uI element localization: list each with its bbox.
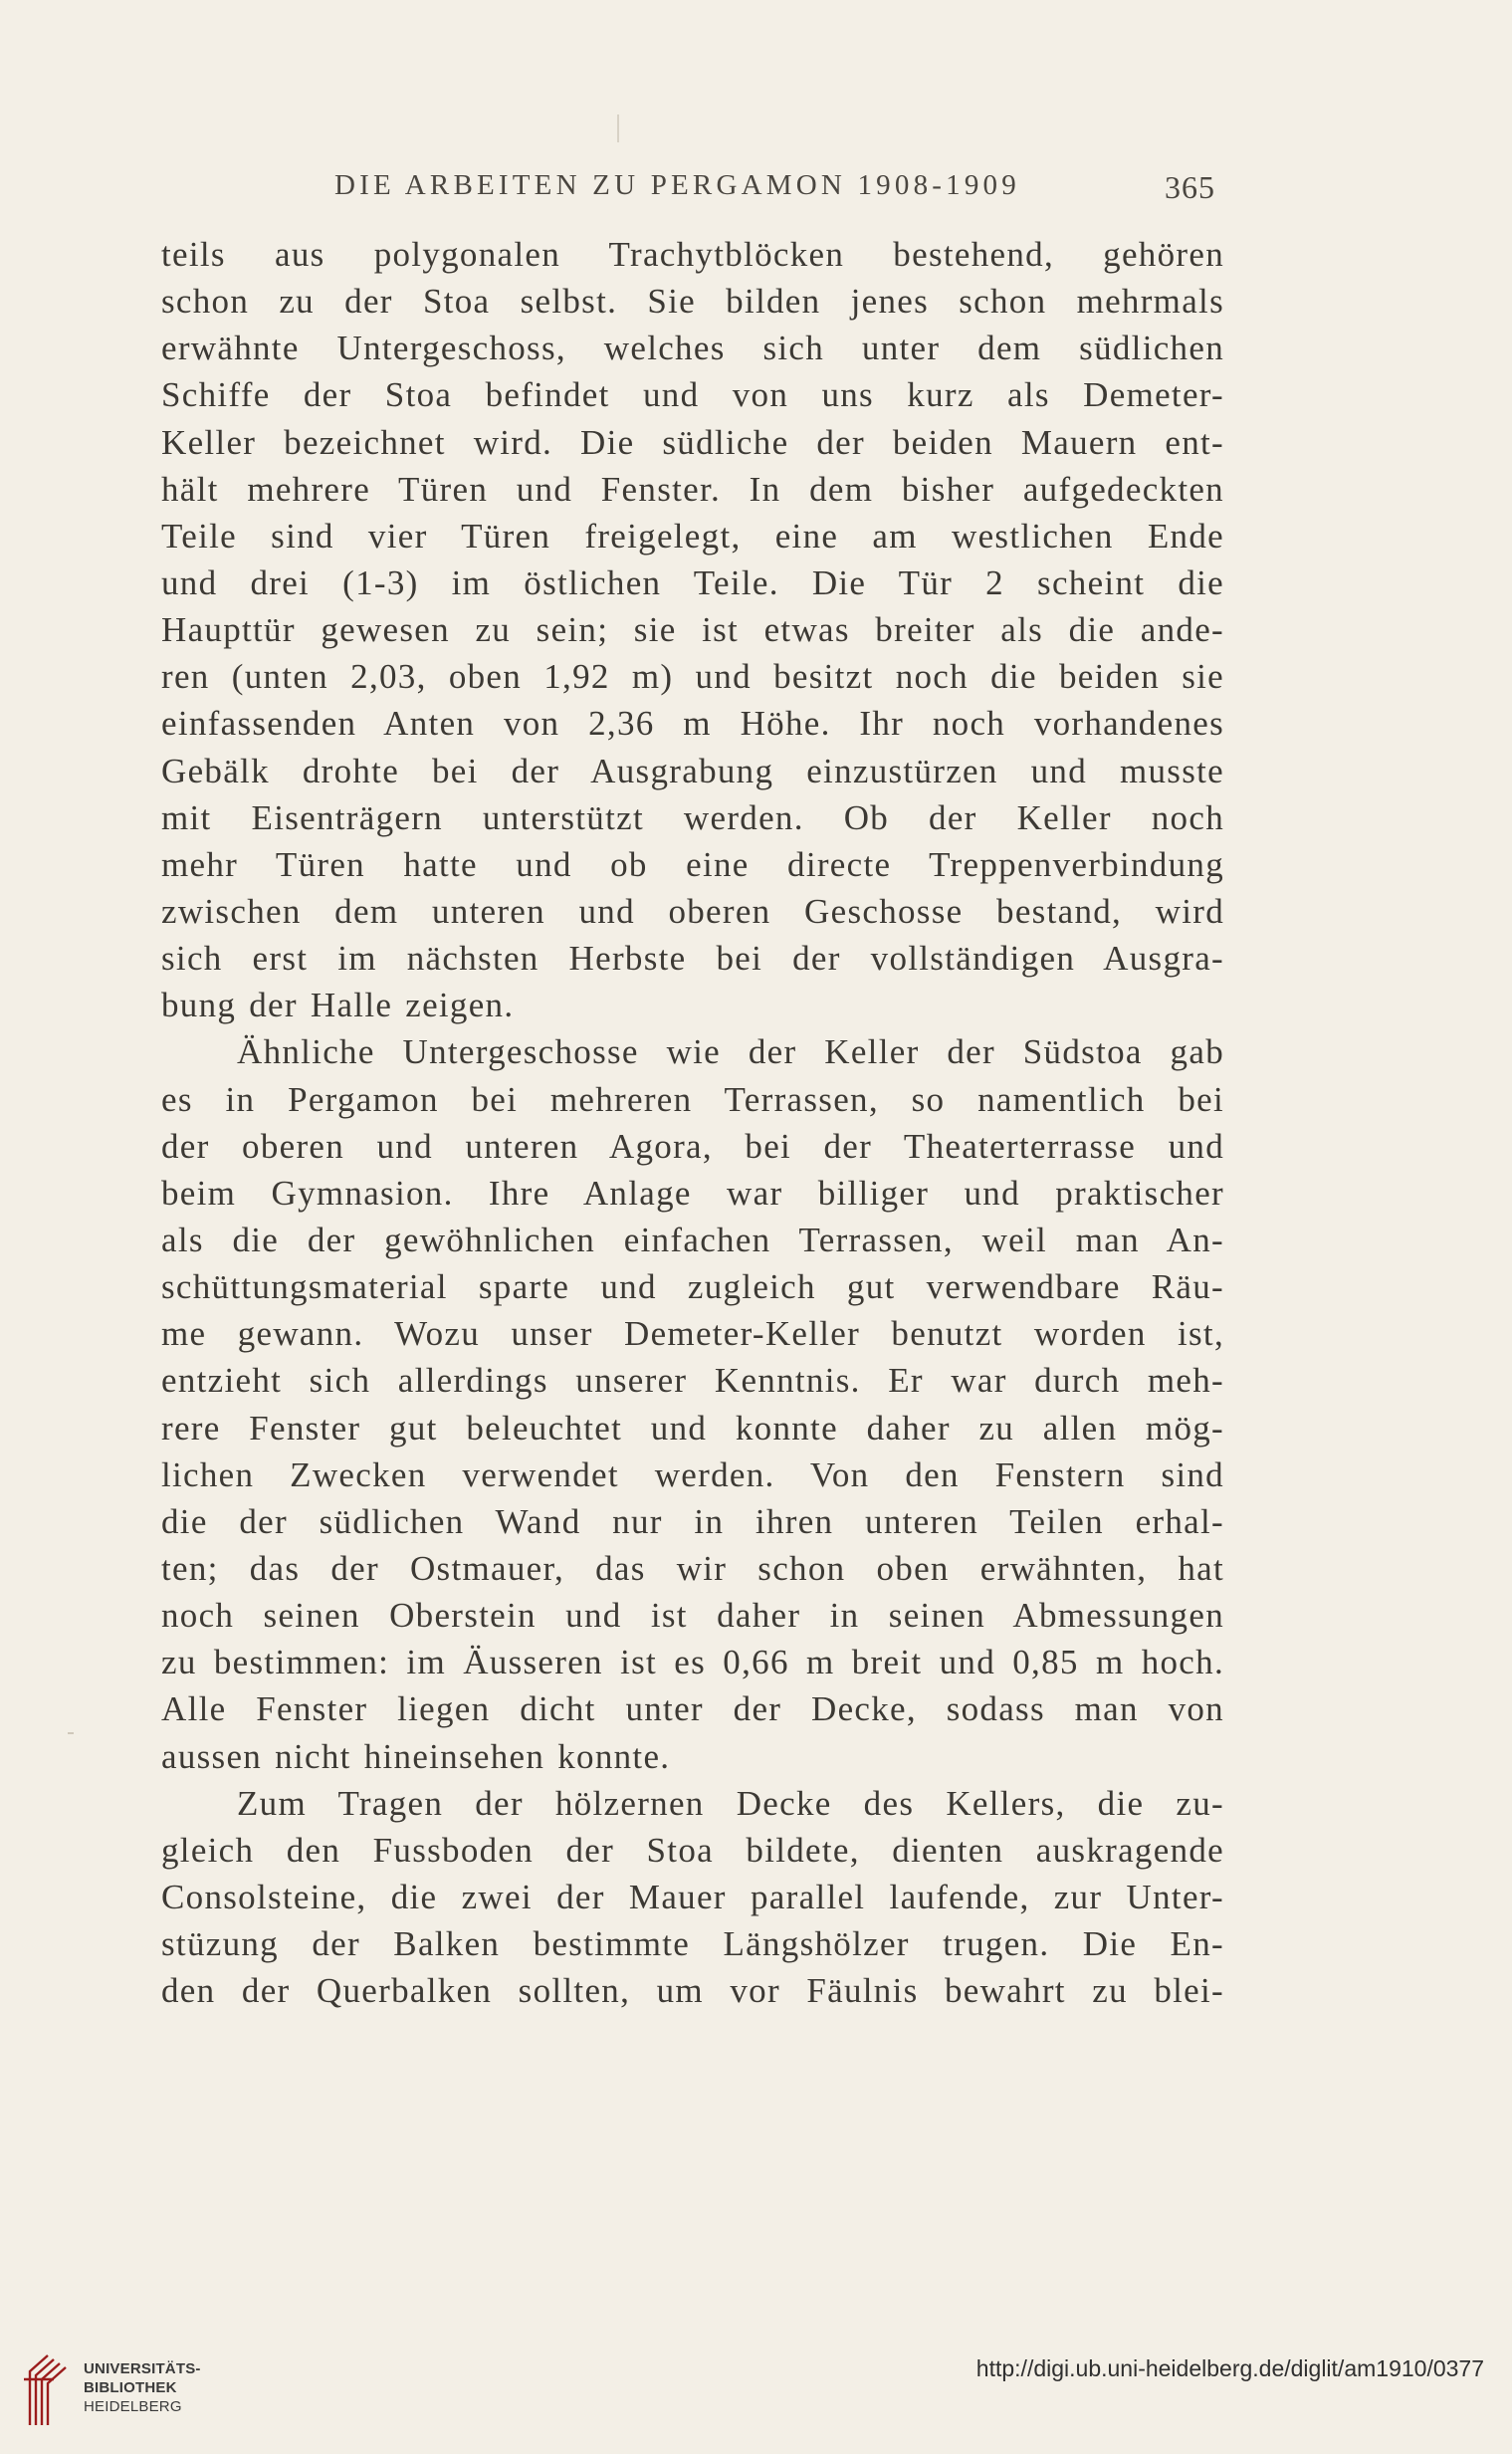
text-line: rere Fenster gut beleuchtet und konnte daher zu allen mög- [161,1408,1224,1448]
source-url-link[interactable]: http://digi.ub.uni-heidelberg.de/diglit/am1910/0377 [975,2355,1484,2381]
text-line: es in Pergamon bei mehreren Terrassen, so namentlich bei [161,1079,1224,1119]
text-line: ren (unten 2,03, oben 1,92 m) und besitzt noch die beiden sie [161,657,1224,697]
library-line-3: HEIDELBERG [84,2398,182,2415]
paragraph-3 [161,1780,1224,2015]
text-line: Ähnliche Untergeschosse wie der Keller der Südstoa gab [237,1032,1224,1072]
text-line: stüzung der Balken bestimmte Längshölzer trugen. Die En- [161,1924,1224,1964]
text-line: lichen Zwecken verwendet werden. Von den Fenstern sind [161,1454,1224,1494]
text-line: noch seinen Oberstein und ist daher in seinen Abmessungen [161,1596,1224,1636]
running-head [0,169,1512,209]
text-line: ten; das der Ostmauer, das wir schon oben erwähnten, hat [161,1548,1224,1588]
text-line: sich erst im nächsten Herbste bei der vollständigen Ausgra- [161,939,1224,979]
text-line: als die der gewöhnlichen einfachen Terrassen, weil man An- [161,1220,1224,1259]
text-line: mehr Türen hatte und ob eine directe Treppenverbindung [161,844,1224,884]
paragraph-2 [161,1028,1224,1779]
text-line: zu bestimmen: im Äusseren ist es 0,66 m breit und 0,85 m hoch. [161,1643,1224,1682]
text-line: mit Eisenträgern unterstützt werden. Ob der Keller noch [161,797,1224,837]
scan-artifact [617,114,619,142]
text-line: beim Gymnasion. Ihre Anlage war billiger und praktischer [161,1173,1224,1213]
body-text [161,231,1224,2014]
text-line: teils aus polygonalen Trachytblöcken bestehend, gehören [161,235,1224,274]
text-line: entzieht sich allerdings unserer Kenntnis. Er war durch meh- [161,1361,1224,1401]
text-line: erwähnte Untergeschoss, welches sich unter dem südlichen [161,329,1224,368]
text-line: hält mehrere Türen und Fenster. In dem bisher aufgedeckten [161,469,1224,509]
scan-artifact [68,1732,74,1734]
text-line: Consolsteine, die zwei der Mauer parallel laufende, zur Unter- [161,1877,1224,1916]
library-name [84,2359,201,2416]
text-line: Zum Tragen der hölzernen Decke des Kellers, die zu- [237,1783,1224,1823]
text-line: den der Querbalken sollten, um vor Fäulnis bewahrt zu blei- [161,1971,1224,2011]
text-line: aussen nicht hineinsehen konnte. [161,1736,671,1776]
footer [0,2340,1512,2454]
text-line: schüttungsmaterial sparte und zugleich gut verwendbare Räu- [161,1267,1224,1307]
text-line: der oberen und unteren Agora, bei der Theaterterrasse und [161,1126,1224,1166]
library-line-2: BIBLIOTHEK [84,2379,177,2396]
page-number: 365 [1165,169,1215,205]
text-line: und drei (1-3) im östlichen Teile. Die Tür 2 scheint die [161,562,1224,602]
running-title: DIE ARBEITEN ZU PERGAMON 1908-1909 [334,169,1020,201]
paragraph-1 [161,231,1224,1028]
text-line: schon zu der Stoa selbst. Sie bilden jenes schon mehrmals [161,282,1224,322]
text-line: Keller bezeichnet wird. Die südliche der beiden Mauern ent- [161,422,1224,462]
text-line: einfassenden Anten von 2,36 m Höhe. Ihr noch vorhandenes [161,704,1224,744]
text-line: die der südlichen Wand nur in ihren unteren Teilen erhal- [161,1501,1224,1541]
text-line: gleich den Fussboden der Stoa bildete, dienten auskragende [161,1830,1224,1870]
text-line: Haupttür gewesen zu sein; sie ist etwas breiter als die ande- [161,610,1224,650]
text-line: Gebälk drohte bei der Ausgrabung einzustürzen und musste [161,751,1224,790]
text-line: Schiffe der Stoa befindet und von uns kurz als Demeter- [161,375,1224,415]
text-line: zwischen dem unteren und oberen Geschosse bestand, wird [161,891,1224,931]
text-line: Alle Fenster liegen dicht unter der Decke, sodass man von [161,1689,1224,1729]
text-line: Teile sind vier Türen freigelegt, eine am westlichen Ende [161,516,1224,556]
library-logo-icon [14,2349,72,2429]
text-line: me gewann. Wozu unser Demeter-Keller benutzt worden ist, [161,1314,1224,1354]
text-line: bung der Halle zeigen. [161,986,515,1025]
library-line-1: UNIVERSITÄTS- [84,2360,201,2377]
